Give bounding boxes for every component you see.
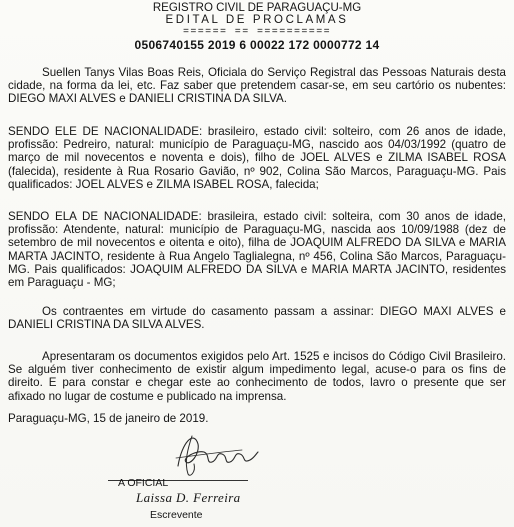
title-underline: ====== == ========== [182, 27, 332, 38]
bride-paragraph: SENDO ELA DE NACIONALIDADE: brasileira, estado civil: solteira, com 30 anos de idade, profissão: Atendente, natural: município de Paraguaçu-MG, nascida aos 10/09/1988 (dez de setembro de mil novecentos e oitenta e oito), filha de JOAQUIM ALFREDO DA SILVA e MARIA MARTA JACINTO, residente à Rua Angelo Taglialegna, nº 456, Colina São Marcos, Paraguaçu-MG. Pais qualificados: JOAQUIM ALFREDO DA SILVA e MARIA MARTA JACINTO, residentes em Paraguaçu - MG; [8, 210, 506, 290]
signature-role: A OFICIAL [118, 477, 169, 489]
date-line: Paraguaçu-MG, 15 de janeiro de 2019. [8, 412, 209, 425]
documents-paragraph: Apresentaram os documentos exigidos pelo Art. 1525 e incisos do Código Civil Brasileiro. Se alguém tiver conhecimento de existir algum impedimento legal, acuse-o para os fins de direito. E para constar e chegar este ao conhecimento de todos, lavro o presente que ser afixado no lugar de costume e publicado na imprensa. [8, 350, 506, 403]
signatory-title: Escrevente [150, 509, 203, 521]
document-title: EDITAL DE PROCLAMAS [165, 14, 349, 26]
office-name: REGISTRO CIVIL DE PARAGUAÇU-MG [152, 2, 362, 14]
intro-paragraph: Suellen Tanys Vilas Boas Reis, Oficiala do Serviço Registral das Pessoas Naturais desta cidade, na forma da lei, etc. Faz saber que pretendem casar-se, em seu cartório os nubentes: DIEGO MAXI ALVES e DANIELI CRISTINA DA SILVA. [8, 66, 506, 106]
groom-paragraph: SENDO ELE DE NACIONALIDADE: brasileiro, estado civil: solteiro, com 26 anos de idade, profissão: Pedreiro, natural: município de Paraguaçu-MG, nascido aos 04/03/1992 (quatro de março de mil novecentos e noventa e dois), filho de JOEL ALVES e ZILMA ISABEL ROSA (falecida), residente à Rua Rosario Gavião, nº 902, Colina São Marcos, Paraguaçu-MG. Pais qualificados: JOEL ALVES e ZILMA ISABEL ROSA, falecida; [8, 125, 506, 191]
new-names-paragraph: Os contraentes em virtude do casamento passam a assinar: DIEGO MAXI ALVES e DANIELI CRISTINA DA SILVA ALVES. [8, 305, 506, 332]
signatory-name: Laissa D. Ferreira [136, 490, 241, 505]
protocol-number: 0506740155 2019 6 00022 172 0000772 14 [134, 38, 380, 52]
handwritten-signature [172, 422, 262, 482]
